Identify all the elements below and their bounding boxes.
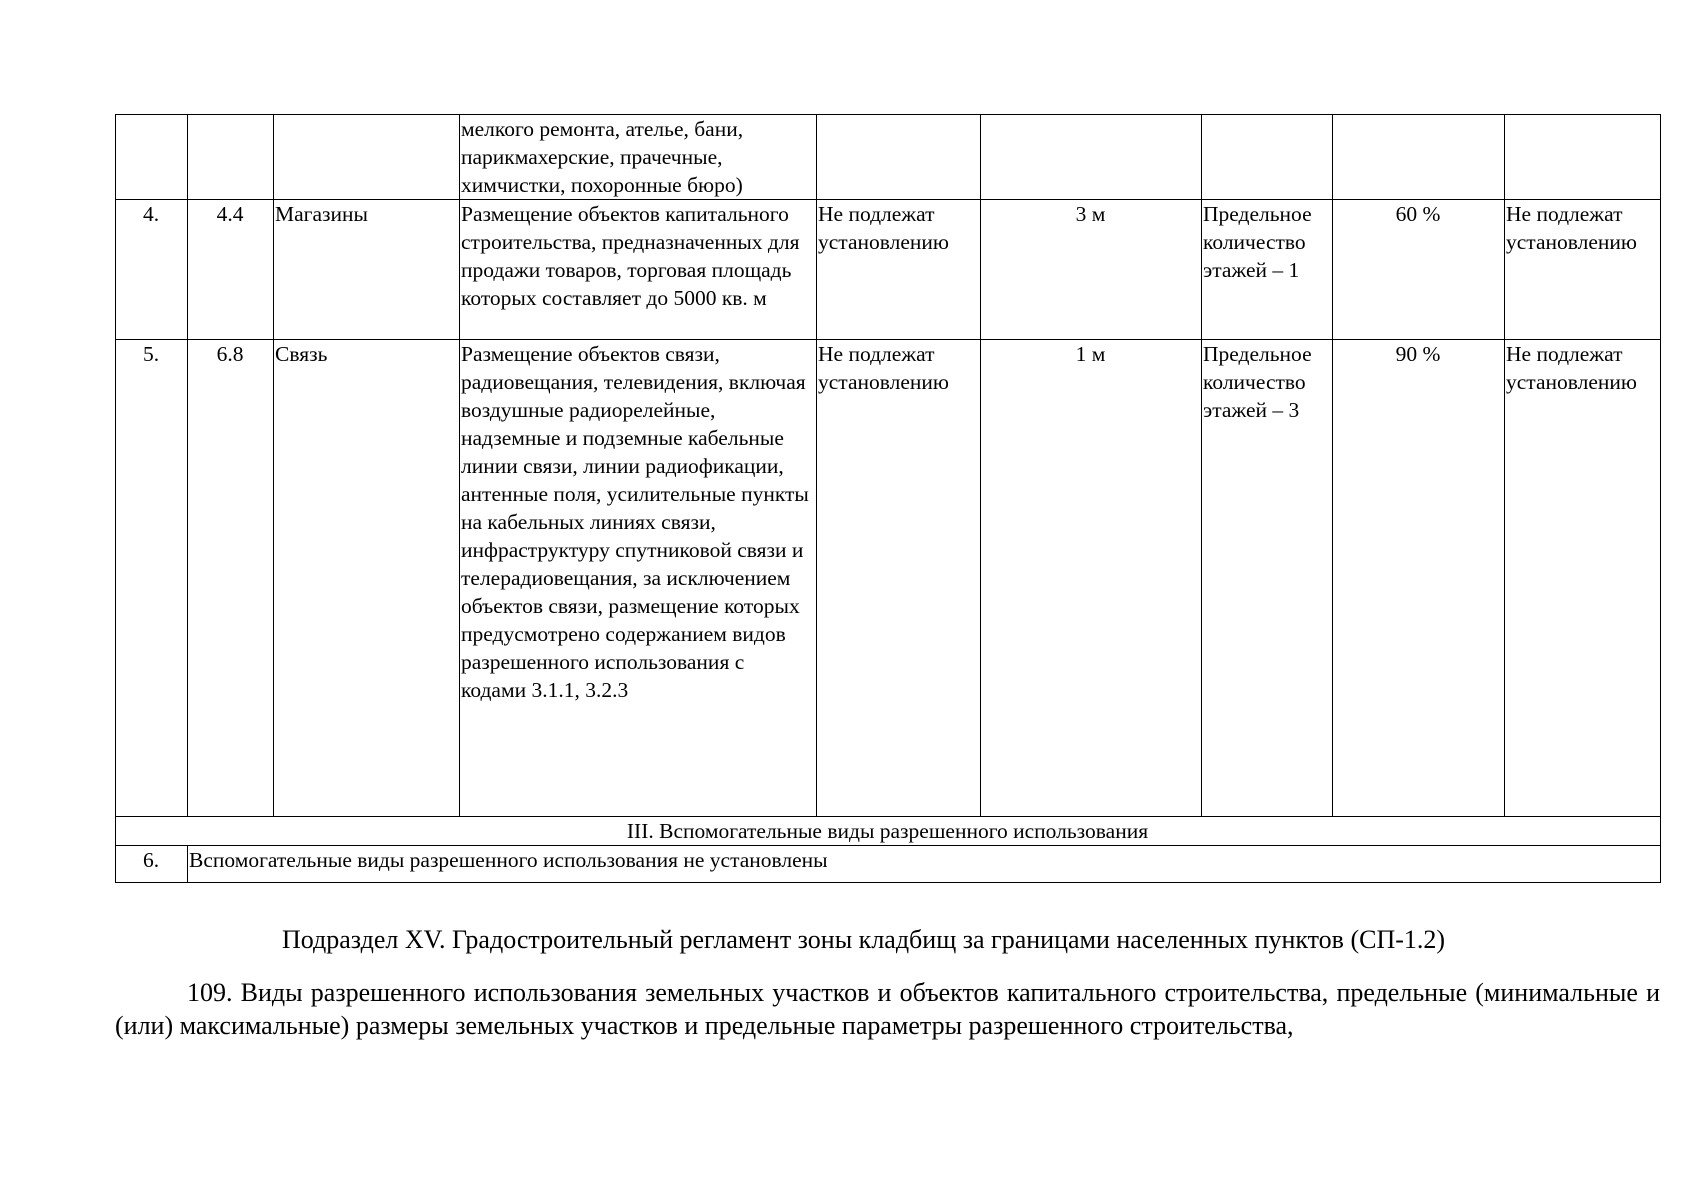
cell-num [116, 115, 188, 200]
subsection-title: Подраздел XV. Градостроительный регламент зоны кладбищ за границами населенных пунктов (СП-1.2) [282, 925, 1446, 954]
cell-num: 5. [116, 340, 188, 817]
cell-text: Вспомогательные виды разрешенного использования не установлены [188, 846, 1661, 883]
cell-num: 4. [116, 200, 188, 340]
cell-setback [981, 115, 1202, 200]
cell-other: Не подлежат установлению [1505, 340, 1661, 817]
regulation-table [115, 114, 1661, 883]
cell-name [274, 115, 460, 200]
table-row-6 [116, 846, 1661, 883]
cell-floors: Предельное количество этажей – 3 [1202, 340, 1333, 817]
cell-plot-size: Не подлежат установлению [817, 340, 981, 817]
section-heading: III. Вспомогательные виды разрешенного использования [116, 817, 1661, 846]
cell-other: Не подлежат установлению [1505, 200, 1661, 340]
cell-code: 4.4 [188, 200, 274, 340]
table-row-5 [116, 340, 1661, 817]
cell-other [1505, 115, 1661, 200]
cell-name: Магазины [274, 200, 460, 340]
cell-plot-size [817, 115, 981, 200]
cell-coverage: 60 % [1333, 200, 1505, 340]
description-text: мелкого ремонта, ателье, бани, парикмахерские, прачечные, химчистки, похоронные бюро) [461, 117, 744, 197]
cell-coverage: 90 % [1333, 340, 1505, 817]
cell-code [188, 115, 274, 200]
cell-name: Связь [274, 340, 460, 817]
cell-setback: 3 м [981, 200, 1202, 340]
paragraph-109: 109. Виды разрешенного использования земельных участков и объектов капитального строительства, предельные (минимальные и (или) максимальные) размеры земельных участков и предельные параметры разрешенного строительства, [115, 978, 1660, 1040]
cell-setback: 1 м [981, 340, 1202, 817]
table-section-row [116, 817, 1661, 846]
cell-description: Размещение объектов связи, радиовещания, телевидения, включая воздушные радиорелейные, надземные и подземные кабельные линии связи, линии радиофикации, антенные поля, усилительные пункты на кабельных линиях связи, инфраструктуру спутниковой связи и телерадиовещания, за исключением объектов связи, размещение которых предусмотрено содержанием видов разрешенного использования с кодами 3.1.1, 3.2.3 [460, 340, 817, 817]
cell-coverage [1333, 115, 1505, 200]
cell-code: 6.8 [188, 340, 274, 817]
cell-num: 6. [116, 846, 188, 883]
cell-floors [1202, 115, 1333, 200]
cell-description: Размещение объектов капитального строительства, предназначенных для продажи товаров, торговая площадь которых составляет до 5000 кв. м [460, 200, 817, 340]
cell-floors: Предельное количество этажей – 1 [1202, 200, 1333, 340]
table-row-4 [116, 200, 1661, 340]
table-row-continuation [116, 115, 1661, 200]
cell-description [460, 115, 817, 200]
cell-plot-size: Не подлежат установлению [817, 200, 981, 340]
